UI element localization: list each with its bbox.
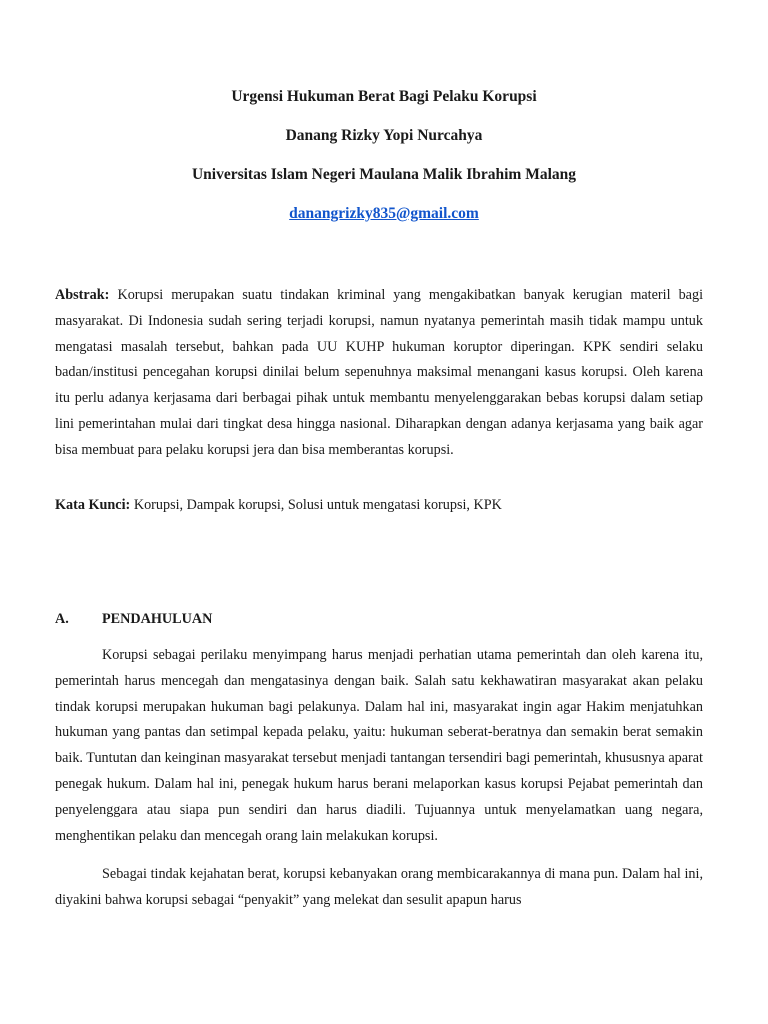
section-title: PENDAHULUAN bbox=[102, 611, 213, 627]
body-paragraph: Korupsi sebagai perilaku menyimpang harus menjadi perhatian utama pemerintah dan oleh karena itu, pemerintah harus mencegah dan mengatasinya dengan baik. Salah satu kekhawatiran masyarakat akan pelaku tindak korupsi merupakan hukuman bagi pelakunya. Dalam hal ini, masyarakat ingin agar Hakim menjatuhkan hukuman yang pantas dan setimpal kepada pelaku, yaitu: hukuman seberat-beratnya dan semakin berat semakin baik. Tuntutan dan keinginan masyarakat tersebut menjadi tantangan tersendiri bagi pemerintah, khususnya aparat penegak hukum. Dalam hal ini, penegak hukum harus berani melaporkan kasus korupsi Pejabat pemerintah dan penyelenggara atau siapa pun sendiri dan harus diadili. Tujuannya untuk menyelamatkan uang negara, menghentikan pelaku dan mencegah orang lain melakukan korupsi. bbox=[55, 647, 703, 844]
keywords-label: Kata Kunci: bbox=[55, 497, 131, 513]
keywords-paragraph bbox=[55, 493, 703, 519]
keywords-text: Korupsi, Dampak korupsi, Solusi untuk mengatasi korupsi, KPK bbox=[133, 497, 502, 513]
abstract-label: Abstrak: bbox=[55, 287, 110, 303]
author-name: Danang Rizky Yopi Nurcahya bbox=[285, 127, 483, 144]
section-number: A. bbox=[55, 611, 69, 627]
author-affiliation: Universitas Islam Negeri Maulana Malik Ibrahim Malang bbox=[191, 166, 577, 183]
section-heading bbox=[55, 611, 212, 628]
email-line bbox=[0, 205, 768, 223]
abstract-section bbox=[55, 283, 703, 464]
paper-title: Urgensi Hukuman Berat Bagi Pelaku Korupsi bbox=[231, 88, 537, 105]
abstract-paragraph bbox=[55, 283, 703, 464]
body-paragraph: Sebagai tindak kejahatan berat, korupsi kebanyakan orang membicarakannya di mana pun. Dalam hal ini, diyakini bahwa korupsi sebagai “penyakit” yang melekat dan sesulit apapun harus bbox=[55, 866, 703, 909]
abstract-text: Korupsi merupakan suatu tindakan kriminal yang mengakibatkan banyak kerugian materil bagi masyarakat. Di Indonesia sudah sering terjadi korupsi, namun nyatanya pemerintah masih tidak mampu untuk mengatasi masalah tersebut, bahkan pada UU KUHP hukuman koruptor diperingan. KPK sendiri selaku badan/institusi pencegahan korupsi dinilai belum sepenuhnya maksimal menangani kasus korupsi. Oleh karena itu perlu adanya kerjasama dari berbagai pihak untuk membantu menyelenggarakan bebas korupsi dalam setiap lini pemerintahan mulai dari tingkat desa hingga nasional. Diharapkan dengan adanya kerjasama yang baik agar bisa membuat para pelaku korupsi jera dan bisa memberantas korupsi. bbox=[55, 287, 704, 458]
section-body bbox=[55, 643, 703, 914]
author-email-link[interactable]: danangrizky835@gmail.com bbox=[289, 205, 479, 222]
keywords-section bbox=[55, 493, 703, 519]
